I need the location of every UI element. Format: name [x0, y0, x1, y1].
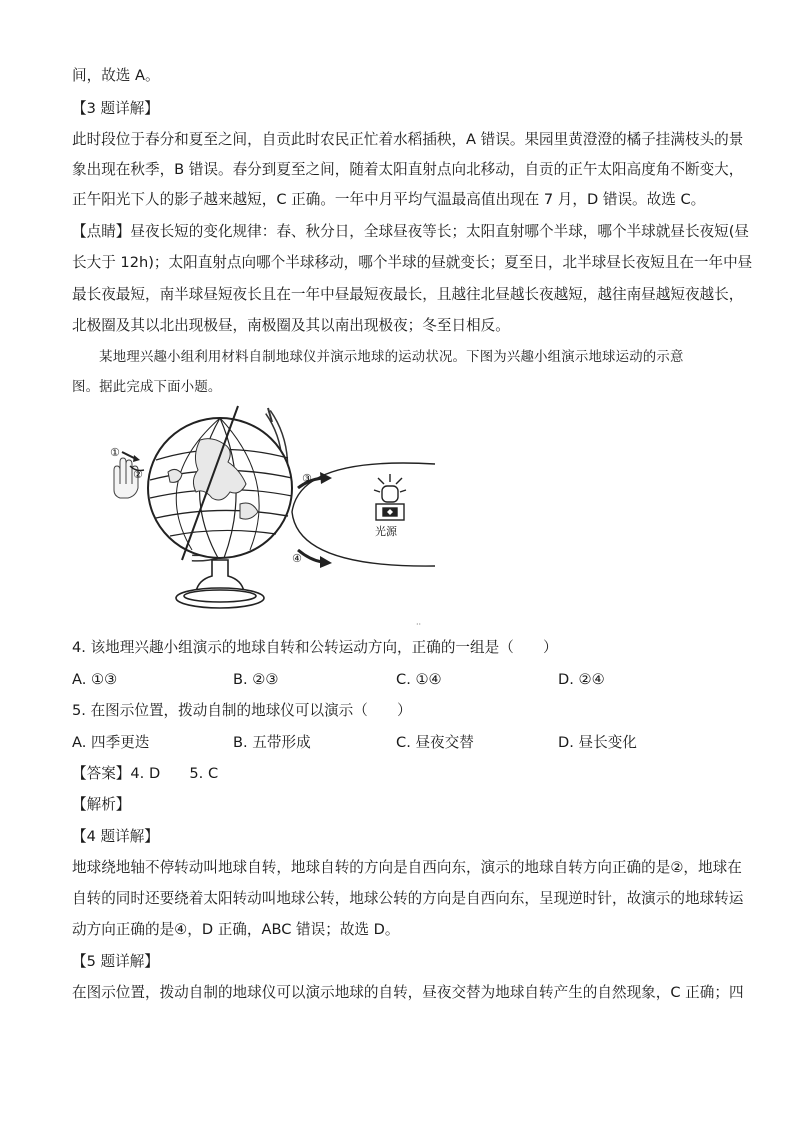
- globe-stand: [176, 560, 264, 608]
- question-intro: 某地理兴趣小组利用材料自制地球仪并演示地球的运动状况。下图为兴趣小组演示地球运动的示意: [72, 350, 684, 365]
- q4-option-d: D. ②④: [558, 671, 605, 688]
- question-intro: 图。据此完成下面小题。: [72, 380, 222, 395]
- label-1: ①: [110, 446, 120, 459]
- answer-text: 4. D 5. C: [130, 765, 219, 782]
- text-line: 【点睛】昼夜长短的变化规律：春、秋分日，全球昼夜等长；太阳直射哪个半球，哪个半球就昼长夜短(昼: [72, 223, 750, 240]
- figure-dot: ··: [416, 620, 422, 629]
- q5-option-a: A. 四季更迭: [72, 734, 150, 751]
- question-5-stem: 5. 在图示位置，拨动自制的地球仪可以演示（ ）: [72, 702, 412, 719]
- text-line: 地球绕地轴不停转动叫地球自转，地球自转的方向是自西向东，演示的地球自转方向正确的是②，地球在: [72, 859, 742, 876]
- light-source-icon: [374, 474, 406, 520]
- q5-option-d: D. 昼长变化: [558, 734, 637, 751]
- q5-option-b: B. 五带形成: [233, 734, 311, 751]
- q4-option-a: A. ①③: [72, 671, 118, 688]
- text-line: 此时段位于春分和夏至之间，自贡此时农民正忙着水稻插秧，A 错误。果园里黄澄澄的橘子挂满枝头的景: [72, 131, 744, 148]
- label-2: ②: [133, 468, 143, 481]
- globe-sphere: [148, 406, 292, 560]
- text-line: 正午阳光下人的影子越来越短，C 正确。一年中月平均气温最高值出现在 7 月，D 错误。故选 C。: [72, 191, 706, 208]
- label-3: ③: [302, 472, 312, 485]
- text-line: 自转的同时还要绕着太阳转动叫地球公转，地球公转的方向是自西向东，呈现逆时针，故演示的地球转运: [72, 890, 744, 907]
- q4-option-c: C. ①④: [396, 671, 442, 688]
- text-line: 象出现在秋季，B 错误。春分到夏至之间，随着太阳直射点向北移动，自贡的正午太阳高度角不断变大，: [72, 161, 744, 178]
- q4-option-b: B. ②③: [233, 671, 279, 688]
- text-line: 北极圈及其以北出现极昼，南极圈及其以南出现极夜；冬至日相反。: [72, 317, 510, 334]
- analysis-tag: 【解析】: [72, 796, 131, 813]
- text-line: 在图示位置，拨动自制的地球仪可以演示地球的自转，昼夜交替为地球自转产生的自然现象，C 正确；四: [72, 984, 744, 1001]
- label-4: ④: [292, 552, 302, 565]
- q5-option-c: C. 昼夜交替: [396, 734, 474, 751]
- section-heading: 【5 题详解】: [72, 953, 159, 970]
- globe-figure: [100, 400, 440, 625]
- light-source-label: 光源: [375, 525, 397, 538]
- globe-diagram: [100, 400, 440, 625]
- text-line: 动方向正确的是④，D 正确，ABC 错误；故选 D。: [72, 921, 400, 938]
- section-heading: 【3 题详解】: [72, 100, 159, 117]
- answer-tag: 【答案】: [72, 765, 131, 782]
- question-4-stem: 4. 该地理兴趣小组演示的地球自转和公转运动方向，正确的一组是（ ）: [72, 639, 558, 656]
- section-heading: 【4 题详解】: [72, 828, 159, 845]
- text-line: 间，故选 A。: [72, 67, 160, 84]
- answer-line: [72, 764, 218, 784]
- text-line: 长大于 12h)；太阳直射点向哪个半球移动，哪个半球的昼就变长；夏至日，北半球昼长夜短且在一年中昼: [72, 254, 753, 271]
- text-line: 最长夜最短，南半球昼短夜长且在一年中昼最短夜最长，且越往北昼越长夜越短，越往南昼越短夜越长，: [72, 286, 744, 303]
